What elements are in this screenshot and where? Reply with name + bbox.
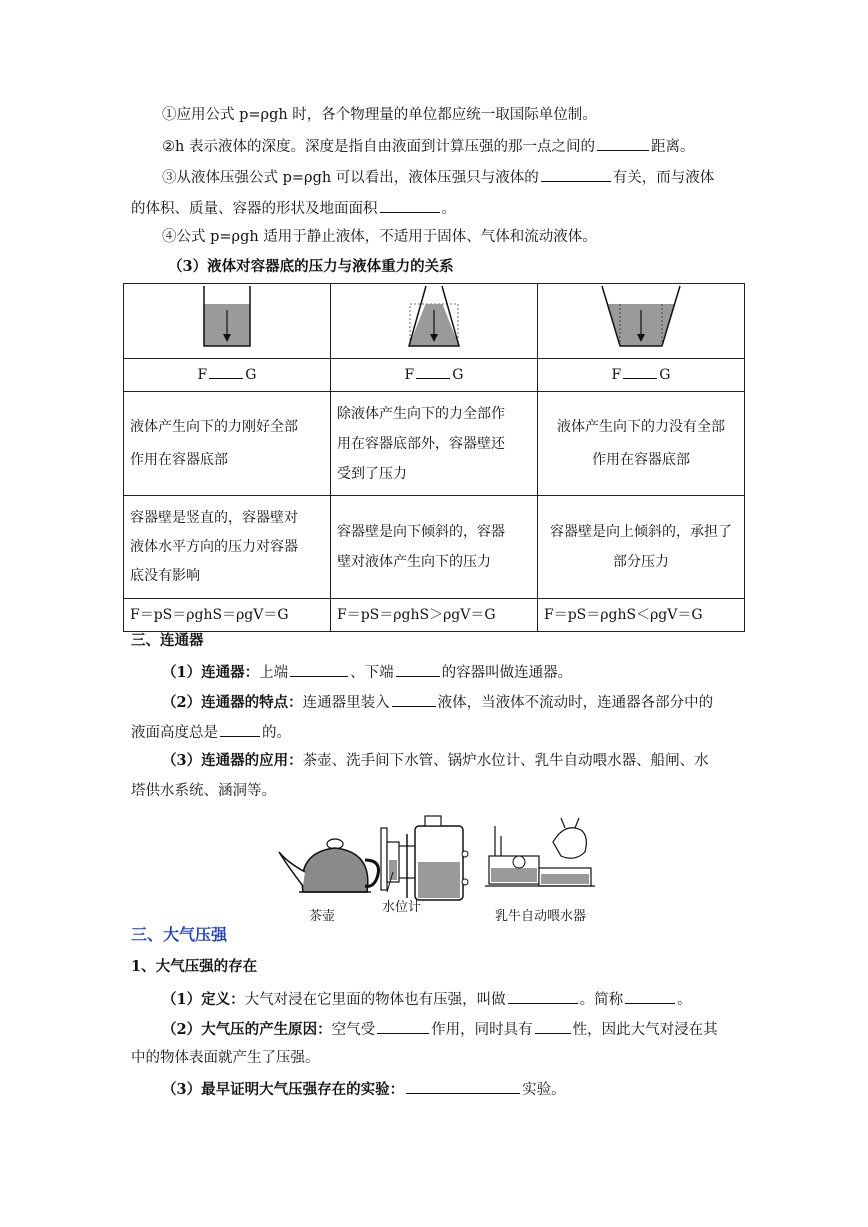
- atm-cause: （2）大气压的产生原因：空气受 作用，同时具有 性，因此大气对浸在其: [162, 1018, 718, 1040]
- atm-heading: 三、大气压强: [131, 925, 228, 944]
- force-gravity-table: [123, 283, 745, 632]
- cow-feeder-icon: [485, 818, 595, 886]
- teapot-icon: [279, 839, 379, 892]
- note-3: ③从液体压强公式 p=ρgh 可以看出，液体压强只与液体的 有关，而与液体: [162, 166, 714, 188]
- water-level-gauge-icon: [381, 816, 468, 900]
- blank[interactable]: [392, 691, 436, 707]
- lian-feature-cont: 液面高度总是 的。: [131, 721, 291, 743]
- fg-cell-1: F G: [124, 359, 331, 392]
- blank[interactable]: [623, 363, 657, 379]
- blank[interactable]: [535, 1018, 571, 1034]
- teapot-label: 茶壶: [309, 909, 336, 924]
- gauge-label: 水位计: [382, 900, 422, 915]
- connected-vessels-figure: [275, 812, 605, 902]
- blank[interactable]: [290, 661, 348, 677]
- blank[interactable]: [597, 135, 649, 151]
- wall-cell-3: 容器壁是向上倾斜的，承担了 部分压力: [538, 496, 745, 599]
- lian-application-cont: 塔供水系统、涵洞等。: [131, 783, 276, 799]
- blank[interactable]: [396, 661, 440, 677]
- desc-cell-2: 除液体产生向下的力全部作 用在容器底部外，容器壁还 受到了压力: [331, 392, 538, 496]
- wall-cell-2: 容器壁是向下倾斜的，容器 壁对液体产生向下的压力: [331, 496, 538, 599]
- blank[interactable]: [380, 197, 440, 213]
- blank[interactable]: [406, 1078, 520, 1094]
- blank[interactable]: [209, 363, 243, 379]
- atm-subheading: 1、大气压强的存在: [131, 958, 258, 975]
- blank[interactable]: [377, 1018, 429, 1034]
- note-2: ②h 表示液体的深度。深度是指自由液面到计算压强的那一点之间的 距离。: [162, 135, 694, 157]
- formula-cell-2: F＝pS＝ρghS＞ρgV＝G: [331, 599, 538, 632]
- atm-experiment: （3）最早证明大气压强存在的实验： 实验。: [162, 1078, 566, 1100]
- blank[interactable]: [416, 363, 450, 379]
- lian-def: （1）连通器：上端 、下端 的容器叫做连通器。: [162, 661, 572, 683]
- diagram-widening: [331, 284, 538, 359]
- blank[interactable]: [541, 166, 611, 182]
- cylinder-container-icon: [197, 284, 257, 348]
- note-1: ①应用公式 p=ρgh 时，各个物理量的单位都应统一取国际单位制。: [162, 107, 597, 123]
- lian-application: （3）连通器的应用：茶壶、洗手间下水管、锅炉水位计、乳牛自动喂水器、船闸、水: [162, 752, 709, 769]
- blank[interactable]: [625, 988, 675, 1004]
- blank[interactable]: [220, 721, 260, 737]
- widening-container-icon: [404, 284, 464, 348]
- note-3-cont: 的体积、质量、容器的形状及地面面积 。: [131, 197, 456, 219]
- desc-cell-1: 液体产生向下的力刚好全部 作用在容器底部: [124, 392, 331, 496]
- wall-cell-1: 容器壁是竖直的，容器壁对 液体水平方向的压力对容器 底没有影响: [124, 496, 331, 599]
- section-3-title: （3）液体对容器底的压力与液体重力的关系: [168, 258, 454, 275]
- lian-feature: （2）连通器的特点：连通器里装入 液体，当液体不流动时，连通器各部分中的: [162, 691, 713, 713]
- fg-cell-3: F G: [538, 359, 745, 392]
- feeder-label: 乳牛自动喂水器: [495, 909, 587, 924]
- fg-cell-2: F G: [331, 359, 538, 392]
- atm-cause-cont: 中的物体表面就产生了压强。: [131, 1050, 320, 1066]
- note-4: ④公式 p=ρgh 适用于静止液体，不适用于固体、气体和流动液体。: [162, 229, 597, 245]
- diagram-cylinder: [124, 284, 331, 359]
- diagram-narrowing: [538, 284, 745, 359]
- desc-cell-3: 液体产生向下的力没有全部 作用在容器底部: [538, 392, 745, 496]
- formula-cell-3: F＝pS＝ρghS＜ρgV＝G: [538, 599, 745, 632]
- formula-cell-1: F＝pS＝ρghS＝ρgV＝G: [124, 599, 331, 632]
- atm-definition: （1）定义：大气对浸在它里面的物体也有压强，叫做 。简称 。: [162, 988, 692, 1010]
- narrowing-container-icon: [599, 284, 683, 348]
- blank[interactable]: [508, 988, 578, 1004]
- lian-heading: 三、连通器: [131, 632, 204, 649]
